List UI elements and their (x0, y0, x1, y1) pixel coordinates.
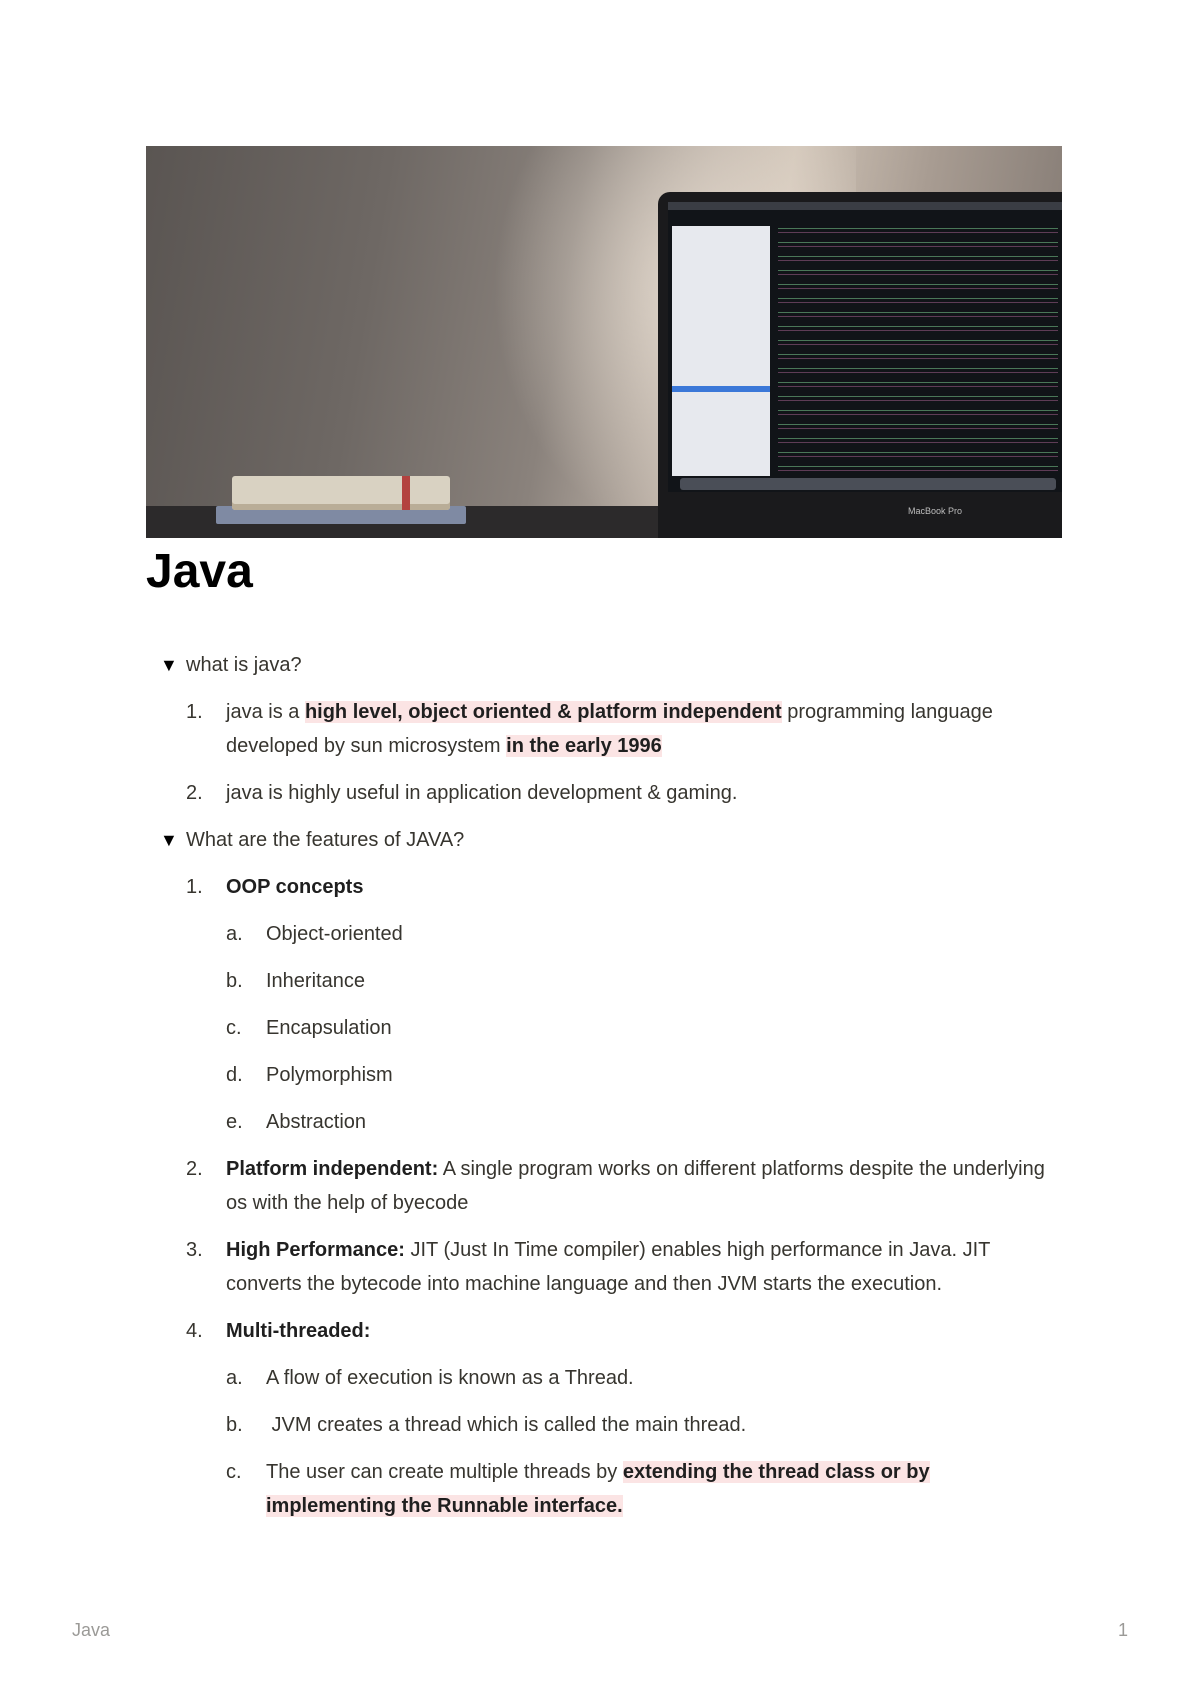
text-run: Abstraction (266, 1111, 367, 1133)
list-item (226, 1011, 1060, 1045)
text-run: Object-oriented (266, 923, 403, 945)
oop-sublist (226, 917, 1060, 1139)
feature-label: Platform independent: (226, 1158, 439, 1180)
text-run: JVM creates a thread which is called the main thread. (266, 1414, 747, 1436)
text-run: Inheritance (266, 970, 365, 992)
highlight-text: in the early 1996 (506, 735, 662, 757)
feature-label: OOP concepts (226, 876, 364, 898)
screen-menubar (668, 202, 1062, 210)
text-run: JIT (Just In Time compiler) enables high performance in Java. JIT converts the bytecode into machine language and then JVM starts the execution. (226, 1239, 990, 1295)
list-marker: 1. (186, 701, 203, 723)
list-marker: 2. (186, 782, 203, 804)
toggle-triangle-icon[interactable]: ▼ (160, 655, 178, 675)
list-item (186, 1233, 1060, 1301)
feature-label: High Performance: (226, 1239, 405, 1261)
toggle-heading: what is java? (186, 654, 302, 676)
list-item (226, 1105, 1060, 1139)
list-marker: a. (226, 923, 243, 945)
nested-list-container (186, 1361, 1060, 1523)
list-marker: c. (226, 1461, 242, 1483)
book-top (232, 476, 450, 510)
list-marker: a. (226, 1367, 243, 1389)
list-item (186, 870, 1060, 904)
page-number: 1 (1117, 1620, 1128, 1640)
book-band (402, 476, 410, 510)
text-run: A single program works on different platforms despite the underlying os with the help of byecode (226, 1158, 1045, 1214)
footer-title: Java (72, 1620, 111, 1640)
laptop (658, 192, 1062, 538)
screen-dock (680, 478, 1056, 490)
features-list (186, 870, 1060, 1523)
list-item (226, 1361, 1060, 1395)
cover-image (146, 146, 1062, 538)
list-marker: 1. (186, 876, 203, 898)
list-marker: c. (226, 1017, 242, 1039)
toggle-what-is-java[interactable] (160, 648, 1060, 682)
highlight-text: extending the thread class or by implementing the Runnable interface. (266, 1461, 930, 1517)
list-item (186, 695, 1060, 763)
list-item (226, 1058, 1060, 1092)
list-marker: d. (226, 1064, 243, 1086)
text-run: java is highly useful in application development & gaming. (226, 782, 738, 804)
list-item (186, 776, 1060, 810)
list-marker: 4. (186, 1320, 203, 1342)
text-run: java is a (226, 701, 305, 723)
text-run: Polymorphism (266, 1064, 393, 1086)
nested-list-container (186, 917, 1060, 1139)
laptop-screen (668, 202, 1062, 492)
list-item (226, 917, 1060, 951)
text-run: Encapsulation (266, 1017, 392, 1039)
page-title: Java (146, 545, 253, 598)
feature-label: Multi-threaded: (226, 1320, 371, 1342)
text-run: A flow of execution is known as a Thread. (266, 1367, 634, 1389)
list-marker: b. (226, 970, 243, 992)
list-item (226, 964, 1060, 998)
multithread-sublist (226, 1361, 1060, 1523)
screen-sidebar-selection (672, 386, 770, 392)
list-item (226, 1455, 1060, 1523)
screen-code (778, 222, 1058, 472)
toggle-heading: What are the features of JAVA? (186, 829, 465, 851)
toggle-triangle-icon[interactable]: ▼ (160, 830, 178, 850)
list-marker: 2. (186, 1158, 203, 1180)
list-item (186, 1152, 1060, 1220)
toggle-features[interactable] (160, 823, 1060, 857)
what-is-java-list (186, 695, 1060, 810)
highlight-text: high level, object oriented & platform independent (304, 701, 782, 723)
page-content (160, 648, 1060, 1536)
text-run: The user can create multiple threads by (266, 1461, 623, 1483)
laptop-brand: MacBook Pro (908, 506, 963, 516)
list-marker: b. (226, 1414, 243, 1436)
list-marker: 3. (186, 1239, 203, 1261)
text-run: programming language developed by sun microsystem (226, 701, 993, 757)
screen-sidebar (672, 226, 770, 476)
list-item (186, 1314, 1060, 1348)
list-item (226, 1408, 1060, 1442)
list-marker: e. (226, 1111, 243, 1133)
